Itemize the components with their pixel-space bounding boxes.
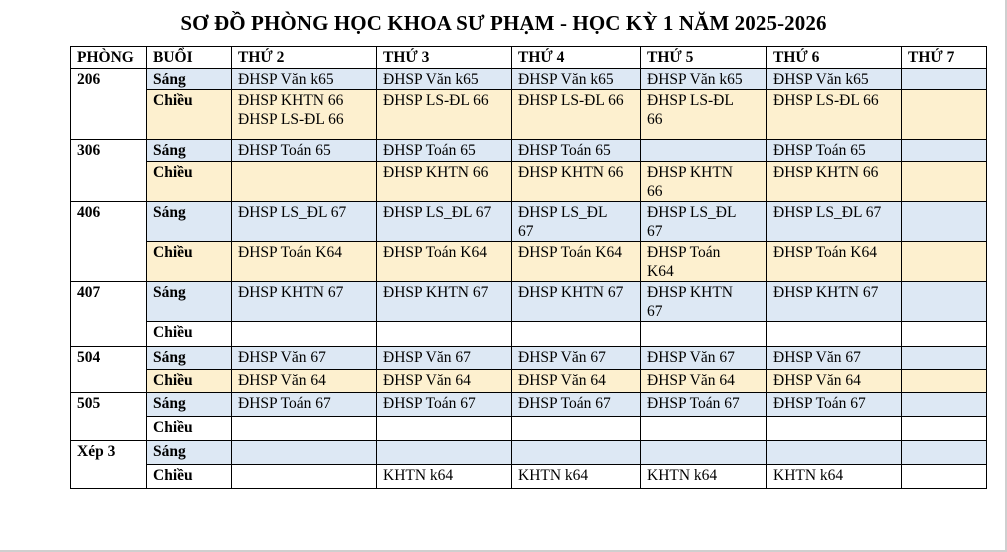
schedule-cell [512,441,641,465]
schedule-cell [232,162,377,202]
header-day-6: THỨ 6 [767,47,902,69]
schedule-cell [767,282,902,322]
schedule-cell [767,370,902,393]
class-label: ĐHSP Văn k65 [518,71,614,88]
schedule-cell [377,90,512,140]
class-label: ĐHSP Văn k65 [238,71,334,88]
session-label: Chiều [147,370,232,393]
class-label: ĐHSP Toán K64 [238,244,342,261]
schedule-cell [512,242,641,282]
schedule-cell [641,242,767,282]
schedule-cell [902,441,987,465]
schedule-cell [641,370,767,393]
class-label: KHTN k64 [383,467,454,484]
schedule-cell [377,69,512,90]
table-row [71,202,987,242]
schedule-cell [902,322,987,347]
schedule-cell [641,202,767,242]
schedule-cell [902,90,987,140]
schedule-cell [232,441,377,465]
schedule-cell [902,69,987,90]
schedule-cell [641,441,767,465]
schedule-cell [767,140,902,162]
schedule-cell [232,282,377,322]
schedule-cell [902,242,987,282]
schedule-cell [641,393,767,417]
table-row [71,322,987,347]
class-label: ĐHSP KHTN 66 [773,164,879,181]
table-row [71,282,987,322]
schedule-cell [767,162,902,202]
schedule-cell [767,69,902,90]
schedule-cell [902,202,987,242]
schedule-cell [377,282,512,322]
class-label: ĐHSP LS-ĐL 66 [238,111,344,128]
session-label: Sáng [147,140,232,162]
schedule-cell [767,441,902,465]
class-label: ĐHSP KHTN 66 [238,92,344,109]
class-label: ĐHSP Toán 65 [773,142,866,159]
room-number: Xép 3 [71,441,147,489]
schedule-cell [377,242,512,282]
session-label: Chiều [147,162,232,202]
schedule-cell [512,140,641,162]
class-label: ĐHSP LS_ĐL 67 [383,204,492,221]
class-label: ĐHSP KHTN 67 [518,284,624,301]
schedule-cell [902,393,987,417]
class-label: ĐHSP Toán 67 [383,395,476,412]
table-row [71,140,987,162]
room-number: 406 [71,202,147,282]
header-day-3: THỨ 3 [377,47,512,69]
class-label: ĐHSP Văn 64 [773,372,861,389]
class-label: ĐHSP LS_ĐL 67 [773,204,882,221]
table-row [71,465,987,489]
schedule-cell [767,202,902,242]
class-label: ĐHSP LS-ĐL [647,92,734,109]
schedule-cell [641,162,767,202]
class-label: ĐHSP KHTN 67 [773,284,879,301]
class-label: ĐHSP KHTN [647,284,733,301]
room-number: 407 [71,282,147,347]
class-label: ĐHSP Văn 64 [238,372,326,389]
table-row [71,347,987,370]
schedule-cell [377,140,512,162]
class-label: ĐHSP LS_ĐL [647,204,737,221]
schedule-cell [767,393,902,417]
schedule-cell [512,393,641,417]
schedule-cell [377,370,512,393]
class-label: KHTN k64 [647,467,718,484]
table-row [71,417,987,441]
class-label: ĐHSP LS-ĐL 66 [383,92,489,109]
class-label: ĐHSP KHTN 66 [518,164,624,181]
session-label: Chiều [147,417,232,441]
schedule-cell [232,417,377,441]
table-row [71,441,987,465]
header-day-7: THỨ 7 [902,47,987,69]
schedule-cell [902,282,987,322]
schedule-cell [232,393,377,417]
schedule-cell [767,417,902,441]
session-label: Sáng [147,393,232,417]
class-label: ĐHSP Văn k65 [773,71,869,88]
schedule-cell [641,69,767,90]
room-number: 306 [71,140,147,202]
schedule-cell [377,465,512,489]
schedule-cell [902,370,987,393]
class-label: ĐHSP Toán 67 [518,395,611,412]
schedule-cell [767,347,902,370]
header-day-2: THỨ 2 [232,47,377,69]
schedule-cell [232,140,377,162]
class-label: ĐHSP KHTN 67 [383,284,489,301]
class-label: ĐHSP Văn 64 [383,372,471,389]
header-session: BUỔI [147,47,232,69]
schedule-cell [377,393,512,417]
schedule-cell [641,322,767,347]
class-label: ĐHSP Toán 67 [647,395,740,412]
schedule-cell [512,465,641,489]
class-label: ĐHSP LS_ĐL [518,204,608,221]
room-number: 206 [71,69,147,140]
class-label: K64 [647,263,674,280]
session-label: Chiều [147,322,232,347]
class-label: ĐHSP Văn k65 [647,71,743,88]
session-label: Sáng [147,347,232,370]
session-label: Sáng [147,69,232,90]
schedule-cell [512,322,641,347]
schedule-cell [641,90,767,140]
schedule-cell [232,69,377,90]
schedule-cell [512,202,641,242]
room-number: 504 [71,347,147,393]
class-label: ĐHSP KHTN 66 [383,164,489,181]
class-label: 66 [647,111,663,128]
schedule-cell [512,69,641,90]
schedule-cell [767,465,902,489]
session-label: Chiều [147,465,232,489]
class-label: 67 [518,223,534,240]
schedule-cell [512,347,641,370]
schedule-cell [232,322,377,347]
class-label: ĐHSP Toán K64 [383,244,487,261]
class-label: KHTN k64 [773,467,844,484]
class-label: ĐHSP Toán 65 [383,142,476,159]
schedule-cell [232,465,377,489]
schedule-cell [767,322,902,347]
table-row [71,242,987,282]
class-label: ĐHSP KHTN 67 [238,284,344,301]
schedule-cell [641,465,767,489]
schedule-cell [377,202,512,242]
class-label: ĐHSP Văn 67 [647,349,735,366]
class-label: 67 [647,303,663,320]
schedule-cell [377,347,512,370]
class-label: 66 [647,183,663,200]
class-label: ĐHSP Văn 67 [383,349,471,366]
schedule-cell [641,347,767,370]
header-day-4: THỨ 4 [512,47,641,69]
schedule-cell [641,417,767,441]
schedule-cell [377,162,512,202]
schedule-cell [512,282,641,322]
room-schedule-table [70,46,987,489]
session-label: Sáng [147,202,232,242]
header-row [71,47,987,69]
session-label: Chiều [147,90,232,140]
schedule-cell [512,90,641,140]
schedule-cell [767,242,902,282]
session-label: Sáng [147,441,232,465]
table-row [71,370,987,393]
class-label: ĐHSP Toán 67 [238,395,331,412]
class-label: ĐHSP Văn k65 [383,71,479,88]
class-label: ĐHSP Văn 64 [518,372,606,389]
schedule-cell [377,322,512,347]
schedule-cell [767,90,902,140]
schedule-cell [902,347,987,370]
class-label: ĐHSP KHTN [647,164,733,181]
class-label: ĐHSP Toán 67 [773,395,866,412]
header-day-5: THỨ 5 [641,47,767,69]
table-row [71,393,987,417]
room-number: 505 [71,393,147,441]
class-label: KHTN k64 [518,467,589,484]
class-label: ĐHSP Văn 67 [773,349,861,366]
class-label: ĐHSP Văn 67 [238,349,326,366]
schedule-cell [232,347,377,370]
schedule-cell [232,370,377,393]
class-label: ĐHSP LS-ĐL 66 [518,92,624,109]
schedule-cell [377,441,512,465]
table-row [71,90,987,140]
schedule-cell [232,90,377,140]
class-label: 67 [647,223,663,240]
schedule-cell [902,162,987,202]
schedule-cell [902,417,987,441]
schedule-cell [512,370,641,393]
schedule-cell [902,465,987,489]
table-row [71,69,987,90]
schedule-cell [641,140,767,162]
class-label: ĐHSP Toán K64 [518,244,622,261]
class-label: ĐHSP Văn 64 [647,372,735,389]
class-label: ĐHSP LS_ĐL 67 [238,204,347,221]
class-label: ĐHSP Toán 65 [518,142,611,159]
class-label: ĐHSP LS-ĐL 66 [773,92,879,109]
session-label: Chiều [147,242,232,282]
page-title: SƠ ĐỒ PHÒNG HỌC KHOA SƯ PHẠM - HỌC KỲ 1 NĂM 2025-2026 [180,11,827,35]
header-room: PHÒNG [71,47,147,69]
schedule-cell [232,242,377,282]
class-label: ĐHSP Toán K64 [773,244,877,261]
class-label: ĐHSP Văn 67 [518,349,606,366]
class-label: ĐHSP Toán 65 [238,142,331,159]
schedule-cell [512,162,641,202]
schedule-cell [902,140,987,162]
schedule-cell [232,202,377,242]
schedule-cell [641,282,767,322]
table-row [71,162,987,202]
schedule-cell [512,417,641,441]
schedule-body [71,69,987,489]
session-label: Sáng [147,282,232,322]
class-label: ĐHSP Toán [647,244,721,261]
schedule-cell [377,417,512,441]
